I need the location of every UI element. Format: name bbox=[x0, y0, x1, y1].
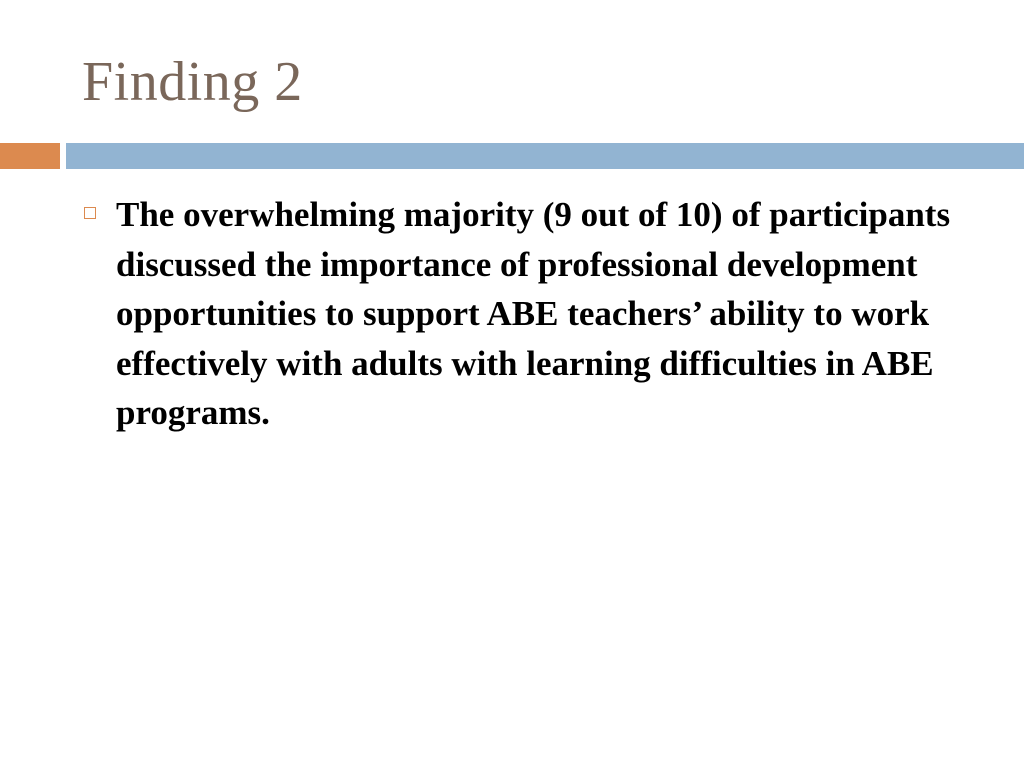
slide-content bbox=[82, 190, 982, 438]
bullet-item bbox=[82, 190, 982, 438]
accent-bar-blue bbox=[66, 143, 1024, 169]
square-bullet-icon bbox=[84, 207, 96, 219]
bullet-text: The overwhelming majority (9 out of 10) of participants discussed the importance of professional development opportunities to support ABE teachers’ ability to work effectively with adults with learning difficulties in ABE programs. bbox=[116, 195, 951, 432]
accent-bar-orange bbox=[0, 143, 60, 169]
slide-title: Finding 2 bbox=[82, 51, 303, 113]
